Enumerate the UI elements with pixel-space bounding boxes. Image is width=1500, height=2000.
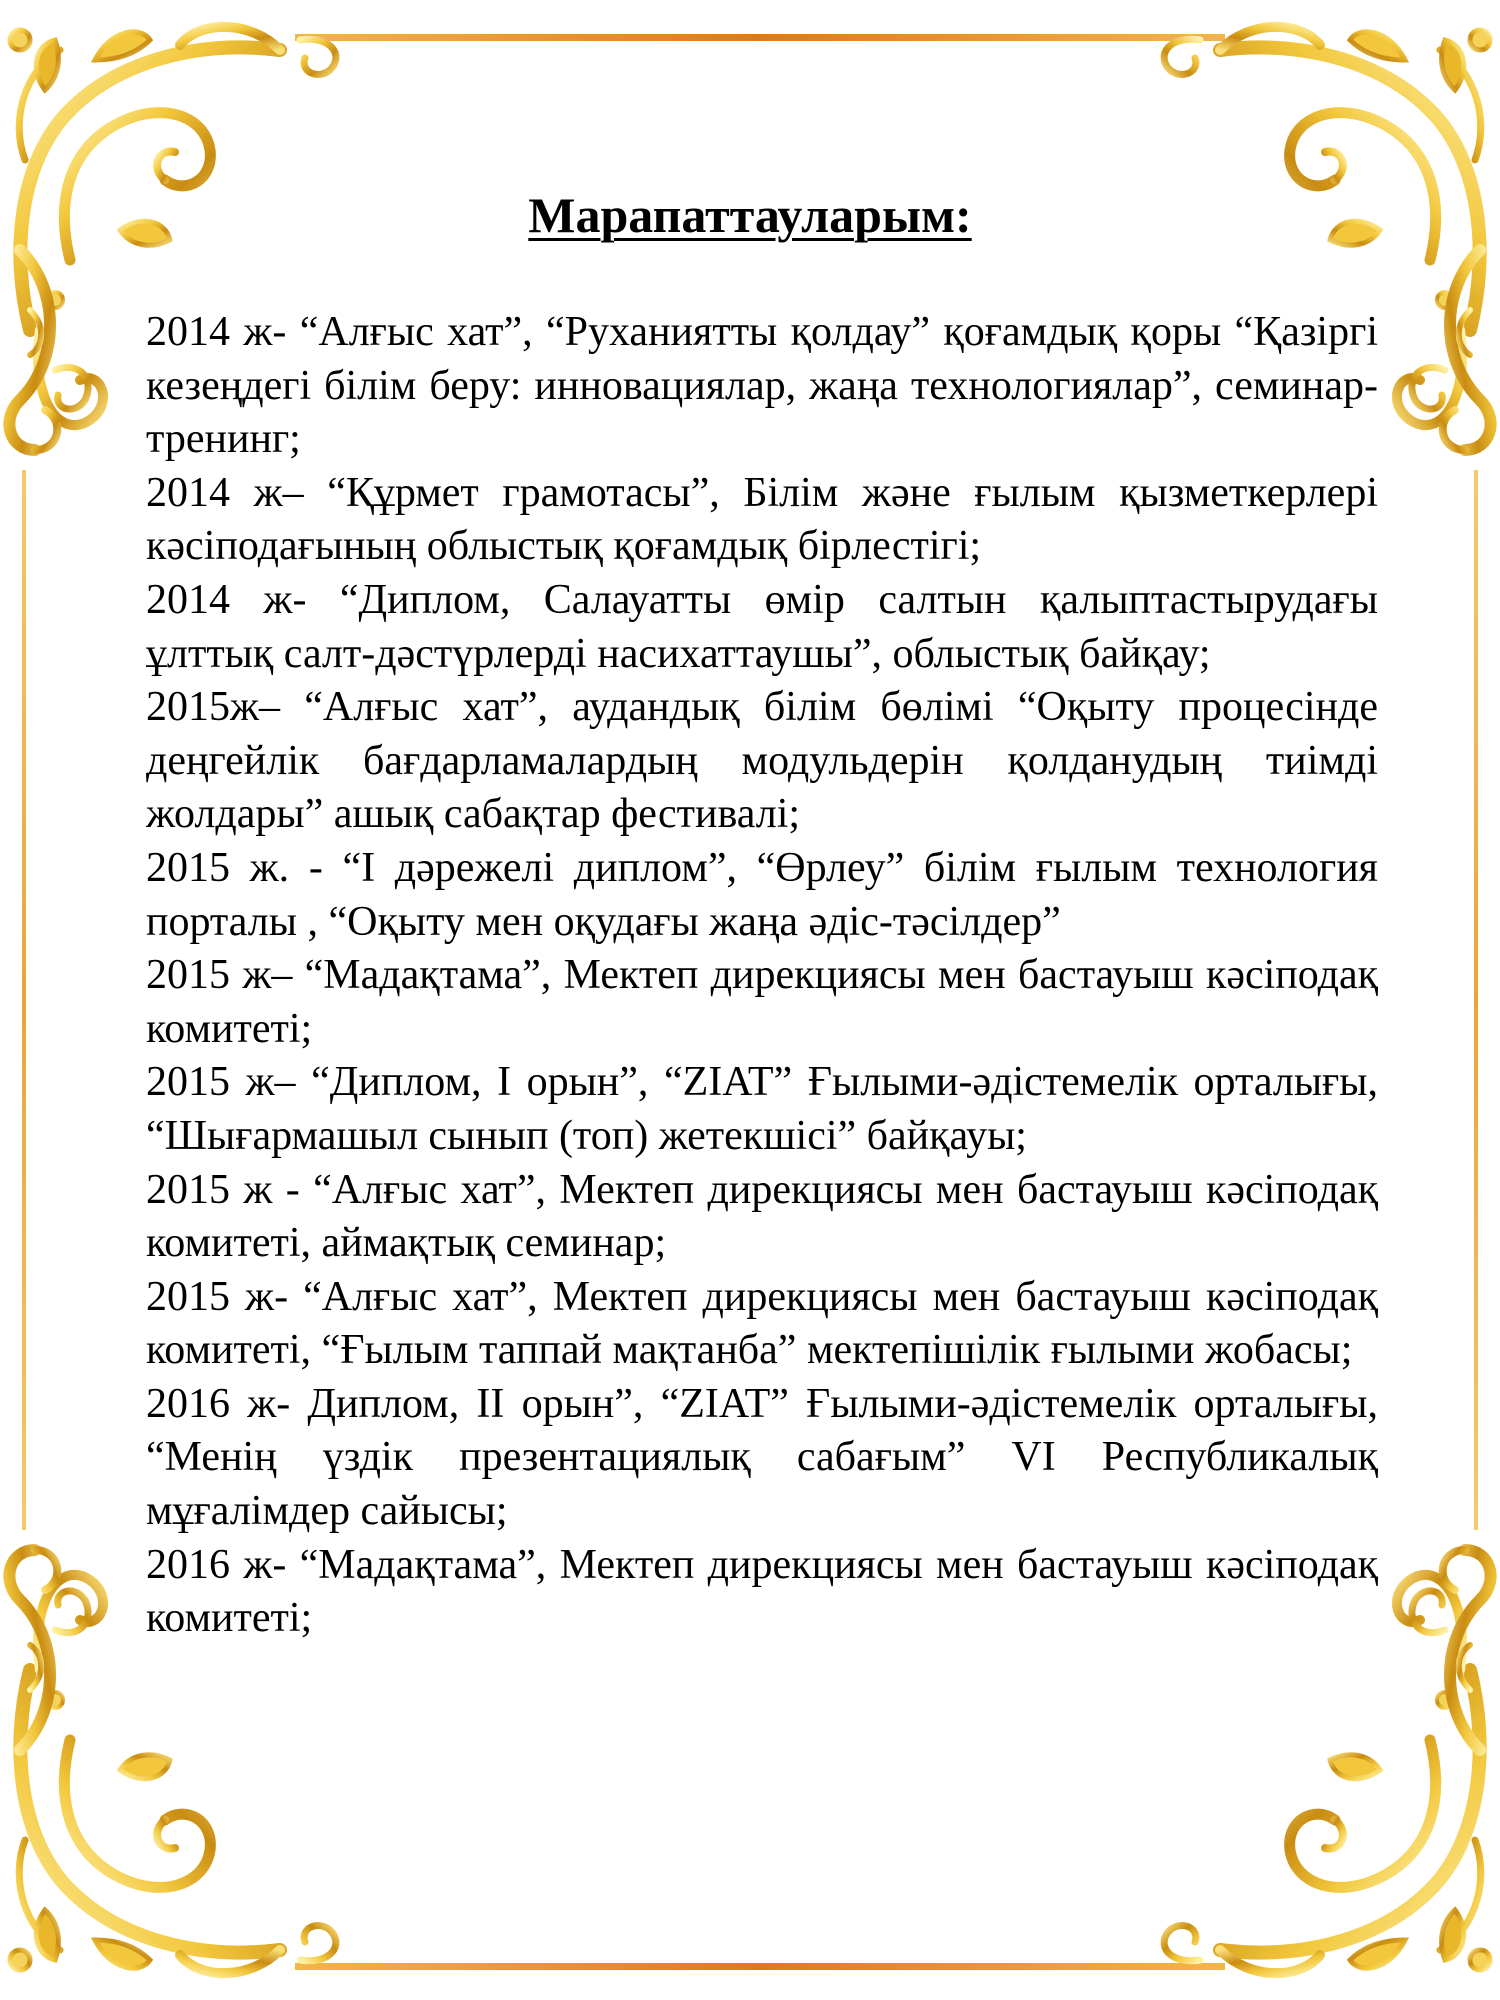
award-item: 2014 ж- “Диплом, Салауатты өмір салтын қалыптастырудағы ұлттық салт-дәстүрлерді насихаттаушы”, облыстық байқау; bbox=[146, 576, 1378, 677]
award-item: 2015 ж. - “І дәрежелі диплом”, “Өрлеу” білім ғылым технология порталы , “Оқыту мен оқудағы жаңа әдіс-тәсілдер” bbox=[146, 844, 1378, 945]
award-item: 2015 ж– “Мадақтама”, Мектеп дирекциясы мен бастауыш кәсіподақ комитеті; bbox=[146, 952, 1378, 1052]
award-item: 2016 ж- Диплом, ІІ орын”, “ZIAT” Ғылыми-әдістемелік орталығы, “Менің үздік презентациялық сабағым” VI Республикалық мұғалімдер сайысы; bbox=[146, 1380, 1378, 1535]
award-item: 2016 ж- “Мадақтама”, Мектеп дирекциясы мен бастауыш кәсіподақ комитеті; bbox=[146, 1541, 1378, 1642]
award-item: 2015 ж- “Алғыс хат”, Мектеп дирекциясы мен бастауыш кәсіподақ комитеті, “Ғылым таппай мақтанба” мектепішілік ғылыми жобасы; bbox=[146, 1273, 1378, 1374]
award-item: 2014 ж– “Құрмет грамотасы”, Білім және ғылым қызметкерлері кәсіподағының облыстық қоғамдық бірлестігі; bbox=[146, 469, 1378, 570]
award-item: 2014 ж- “Алғыс хат”, “Руханиятты қолдау” қоғамдық қоры “Қазіргі кезеңдегі білім беру: инновациялар, жаңа технологиялар”, семинар-тренинг; bbox=[146, 309, 1378, 463]
award-item: 2015ж– “Алғыс хат”, аудандық білім бөлімі “Оқыту процесінде деңгейлік бағдарламалардың модульдерін қолданудың тиімді жолдары” ашық сабақтар фестивалі; bbox=[146, 684, 1378, 838]
page-title: Марапаттауларым: bbox=[528, 187, 972, 243]
award-item: 2015 ж - “Алғыс хат”, Мектеп дирекциясы мен бастауыш кәсіподақ комитеті, аймақтық семинар; bbox=[146, 1166, 1378, 1267]
awards-list bbox=[146, 306, 1378, 1646]
award-item: 2015 ж– “Диплом, І орын”, “ZIAT” Ғылыми-әдістемелік орталығы, “Шығармашыл сынып (топ) жетекшісі” байқауы; bbox=[146, 1059, 1378, 1159]
